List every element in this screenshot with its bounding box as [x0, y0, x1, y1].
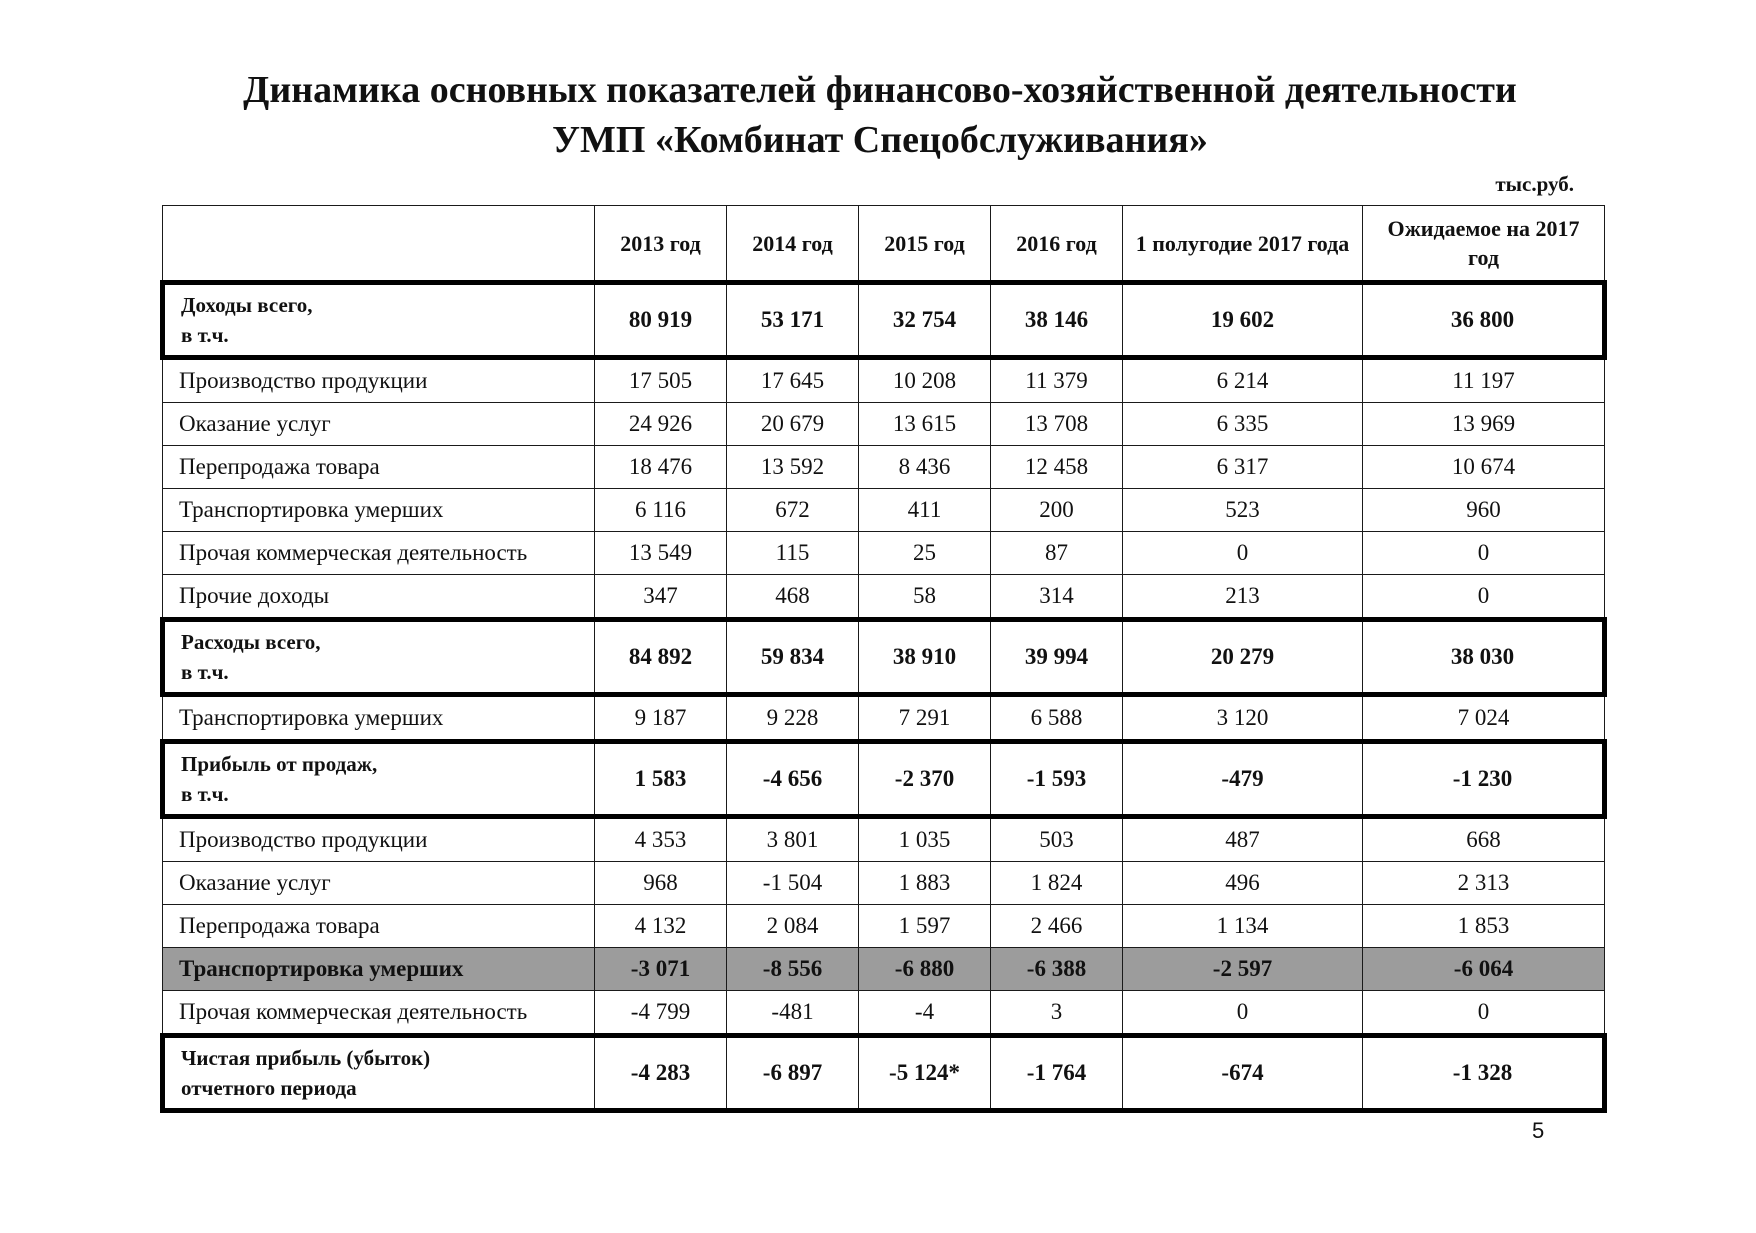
table-cell-value: 4 132 [595, 905, 727, 948]
table-cell-value: 19 602 [1123, 283, 1363, 358]
table-row-total [163, 620, 1605, 695]
table-row [163, 905, 1605, 948]
table-row [163, 817, 1605, 862]
table-row-total [163, 1036, 1605, 1111]
table-cell-value: 9 187 [595, 695, 727, 742]
table-cell-value: 0 [1123, 532, 1363, 575]
table-cell-value: 213 [1123, 575, 1363, 620]
table-cell-value: 18 476 [595, 446, 727, 489]
table-cell-value: 53 171 [727, 283, 859, 358]
table-row [163, 358, 1605, 403]
table-cell-value: 20 679 [727, 403, 859, 446]
table-cell-value: 2 084 [727, 905, 859, 948]
table-cell-value: -481 [727, 991, 859, 1036]
table-cell-value: -1 328 [1363, 1036, 1605, 1111]
table-cell-value: -3 071 [595, 948, 727, 991]
table-cell-value: 0 [1363, 991, 1605, 1036]
row-label [163, 620, 595, 695]
table-cell-value: -6 880 [859, 948, 991, 991]
table-row [163, 695, 1605, 742]
financial-indicators-table [160, 205, 1607, 1113]
row-label [163, 1036, 595, 1111]
row-label: Прочая коммерческая деятельность [163, 991, 595, 1036]
table-cell-value: -4 [859, 991, 991, 1036]
table-cell-value: 38 146 [991, 283, 1123, 358]
table-cell-value: 12 458 [991, 446, 1123, 489]
table-cell-value: -2 597 [1123, 948, 1363, 991]
row-label [163, 742, 595, 817]
table-cell-value: 20 279 [1123, 620, 1363, 695]
row-label: Производство продукции [163, 358, 595, 403]
row-label: Транспортировка умерших [163, 695, 595, 742]
table-row [163, 532, 1605, 575]
table-cell-value: 80 919 [595, 283, 727, 358]
row-label: Транспортировка умерших [163, 948, 595, 991]
table-cell-value: -6 064 [1363, 948, 1605, 991]
table-cell-value: 59 834 [727, 620, 859, 695]
table-cell-value: 200 [991, 489, 1123, 532]
table-cell-value: 32 754 [859, 283, 991, 358]
row-label: Перепродажа товара [163, 446, 595, 489]
table-row-total [163, 742, 1605, 817]
table-cell-value: 6 116 [595, 489, 727, 532]
table-cell-value: 38 910 [859, 620, 991, 695]
table-cell-value: -1 504 [727, 862, 859, 905]
row-label-line-2: в т.ч. [181, 660, 229, 684]
table-cell-value: 314 [991, 575, 1123, 620]
table-cell-value: 13 592 [727, 446, 859, 489]
table-cell-value: 3 120 [1123, 695, 1363, 742]
table-cell-value: 1 824 [991, 862, 1123, 905]
header-cell-column: 2016 год [991, 206, 1123, 283]
table-cell-value: 8 436 [859, 446, 991, 489]
table-cell-value: -1 230 [1363, 742, 1605, 817]
table-cell-value: 6 214 [1123, 358, 1363, 403]
row-label-line-1: Доходы всего, [181, 293, 313, 317]
row-label: Оказание услуг [163, 862, 595, 905]
table-cell-value: 87 [991, 532, 1123, 575]
table-cell-value: 36 800 [1363, 283, 1605, 358]
table-row [163, 575, 1605, 620]
header-cell-column: 2014 год [727, 206, 859, 283]
table-cell-value: 13 969 [1363, 403, 1605, 446]
header-cell-column: 2015 год [859, 206, 991, 283]
row-label [163, 283, 595, 358]
table-cell-value: 523 [1123, 489, 1363, 532]
header-cell-column: 2013 год [595, 206, 727, 283]
table-cell-value: -5 124* [859, 1036, 991, 1111]
table-cell-value: 58 [859, 575, 991, 620]
table-cell-value: 496 [1123, 862, 1363, 905]
table-cell-value: 672 [727, 489, 859, 532]
table-cell-value: 3 801 [727, 817, 859, 862]
table-cell-value: 17 645 [727, 358, 859, 403]
table-cell-value: 1 583 [595, 742, 727, 817]
table-cell-value: 9 228 [727, 695, 859, 742]
table-cell-value: -1 593 [991, 742, 1123, 817]
table-row-highlighted [163, 948, 1605, 991]
table-row [163, 403, 1605, 446]
table-cell-value: 1 597 [859, 905, 991, 948]
table-cell-value: 39 994 [991, 620, 1123, 695]
document-title-line-1: Динамика основных показателей финансово-хозяйственной деятельности [243, 69, 1517, 111]
row-label-line-2: в т.ч. [181, 782, 229, 806]
table-cell-value: -4 283 [595, 1036, 727, 1111]
table-cell-value: 38 030 [1363, 620, 1605, 695]
table-cell-value: 7 291 [859, 695, 991, 742]
table-cell-value: 668 [1363, 817, 1605, 862]
table-cell-value: 1 883 [859, 862, 991, 905]
table-cell-value: 84 892 [595, 620, 727, 695]
table-cell-value: 0 [1123, 991, 1363, 1036]
row-label: Перепродажа товара [163, 905, 595, 948]
header-cell-label [163, 206, 595, 283]
row-label-line-1: Прибыль от продаж, [181, 752, 378, 776]
table-cell-value: 13 615 [859, 403, 991, 446]
table-cell-value: 10 674 [1363, 446, 1605, 489]
row-label: Прочая коммерческая деятельность [163, 532, 595, 575]
table-cell-value: 468 [727, 575, 859, 620]
table-body [163, 283, 1605, 1111]
table-cell-value: 6 317 [1123, 446, 1363, 489]
table-cell-value: 1 134 [1123, 905, 1363, 948]
table-cell-value: 960 [1363, 489, 1605, 532]
table-cell-value: -6 897 [727, 1036, 859, 1111]
table-cell-value: -674 [1123, 1036, 1363, 1111]
table-row-total [163, 283, 1605, 358]
header-cell-column: Ожидаемое на 2017 год [1363, 206, 1605, 283]
table-cell-value: 968 [595, 862, 727, 905]
table-cell-value: 411 [859, 489, 991, 532]
table-cell-value: 2 466 [991, 905, 1123, 948]
header-cell-column: 1 полугодие 2017 года [1123, 206, 1363, 283]
table-cell-value: 4 353 [595, 817, 727, 862]
row-label: Оказание услуг [163, 403, 595, 446]
page-number: 5 [1532, 1118, 1545, 1143]
table-cell-value: 11 197 [1363, 358, 1605, 403]
table-cell-value: 7 024 [1363, 695, 1605, 742]
row-label-line-2: отчетного периода [181, 1076, 357, 1100]
table-cell-value: -1 764 [991, 1036, 1123, 1111]
row-label: Производство продукции [163, 817, 595, 862]
table-cell-value: 0 [1363, 532, 1605, 575]
table-cell-value: -4 799 [595, 991, 727, 1036]
table-cell-value: 0 [1363, 575, 1605, 620]
table-cell-value: -8 556 [727, 948, 859, 991]
table-row [163, 446, 1605, 489]
row-label-line-1: Чистая прибыль (убыток) [181, 1046, 431, 1070]
table-cell-value: 1 853 [1363, 905, 1605, 948]
table-cell-value: 487 [1123, 817, 1363, 862]
table-row [163, 489, 1605, 532]
row-label-line-2: в т.ч. [181, 323, 229, 347]
row-label: Прочие доходы [163, 575, 595, 620]
table-cell-value: 13 549 [595, 532, 727, 575]
table-row [163, 862, 1605, 905]
table-cell-value: -2 370 [859, 742, 991, 817]
table-cell-value: -4 656 [727, 742, 859, 817]
table-header-row [163, 206, 1605, 283]
table-cell-value: 347 [595, 575, 727, 620]
table-cell-value: 2 313 [1363, 862, 1605, 905]
table-cell-value: 1 035 [859, 817, 991, 862]
table-cell-value: 11 379 [991, 358, 1123, 403]
table-cell-value: 6 335 [1123, 403, 1363, 446]
table-cell-value: -6 388 [991, 948, 1123, 991]
document-title-line-2: УМП «Комбинат Спецобслуживания» [552, 119, 1208, 161]
row-label: Транспортировка умерших [163, 489, 595, 532]
table-cell-value: 13 708 [991, 403, 1123, 446]
table-cell-value: 3 [991, 991, 1123, 1036]
table-cell-value: 24 926 [595, 403, 727, 446]
table-cell-value: 10 208 [859, 358, 991, 403]
table-cell-value: 6 588 [991, 695, 1123, 742]
table-cell-value: -479 [1123, 742, 1363, 817]
table-cell-value: 17 505 [595, 358, 727, 403]
table-cell-value: 25 [859, 532, 991, 575]
row-label-line-1: Расходы всего, [181, 630, 321, 654]
table-row [163, 991, 1605, 1036]
table-cell-value: 503 [991, 817, 1123, 862]
units-label: тыс.руб. [1495, 172, 1574, 196]
table-cell-value: 115 [727, 532, 859, 575]
